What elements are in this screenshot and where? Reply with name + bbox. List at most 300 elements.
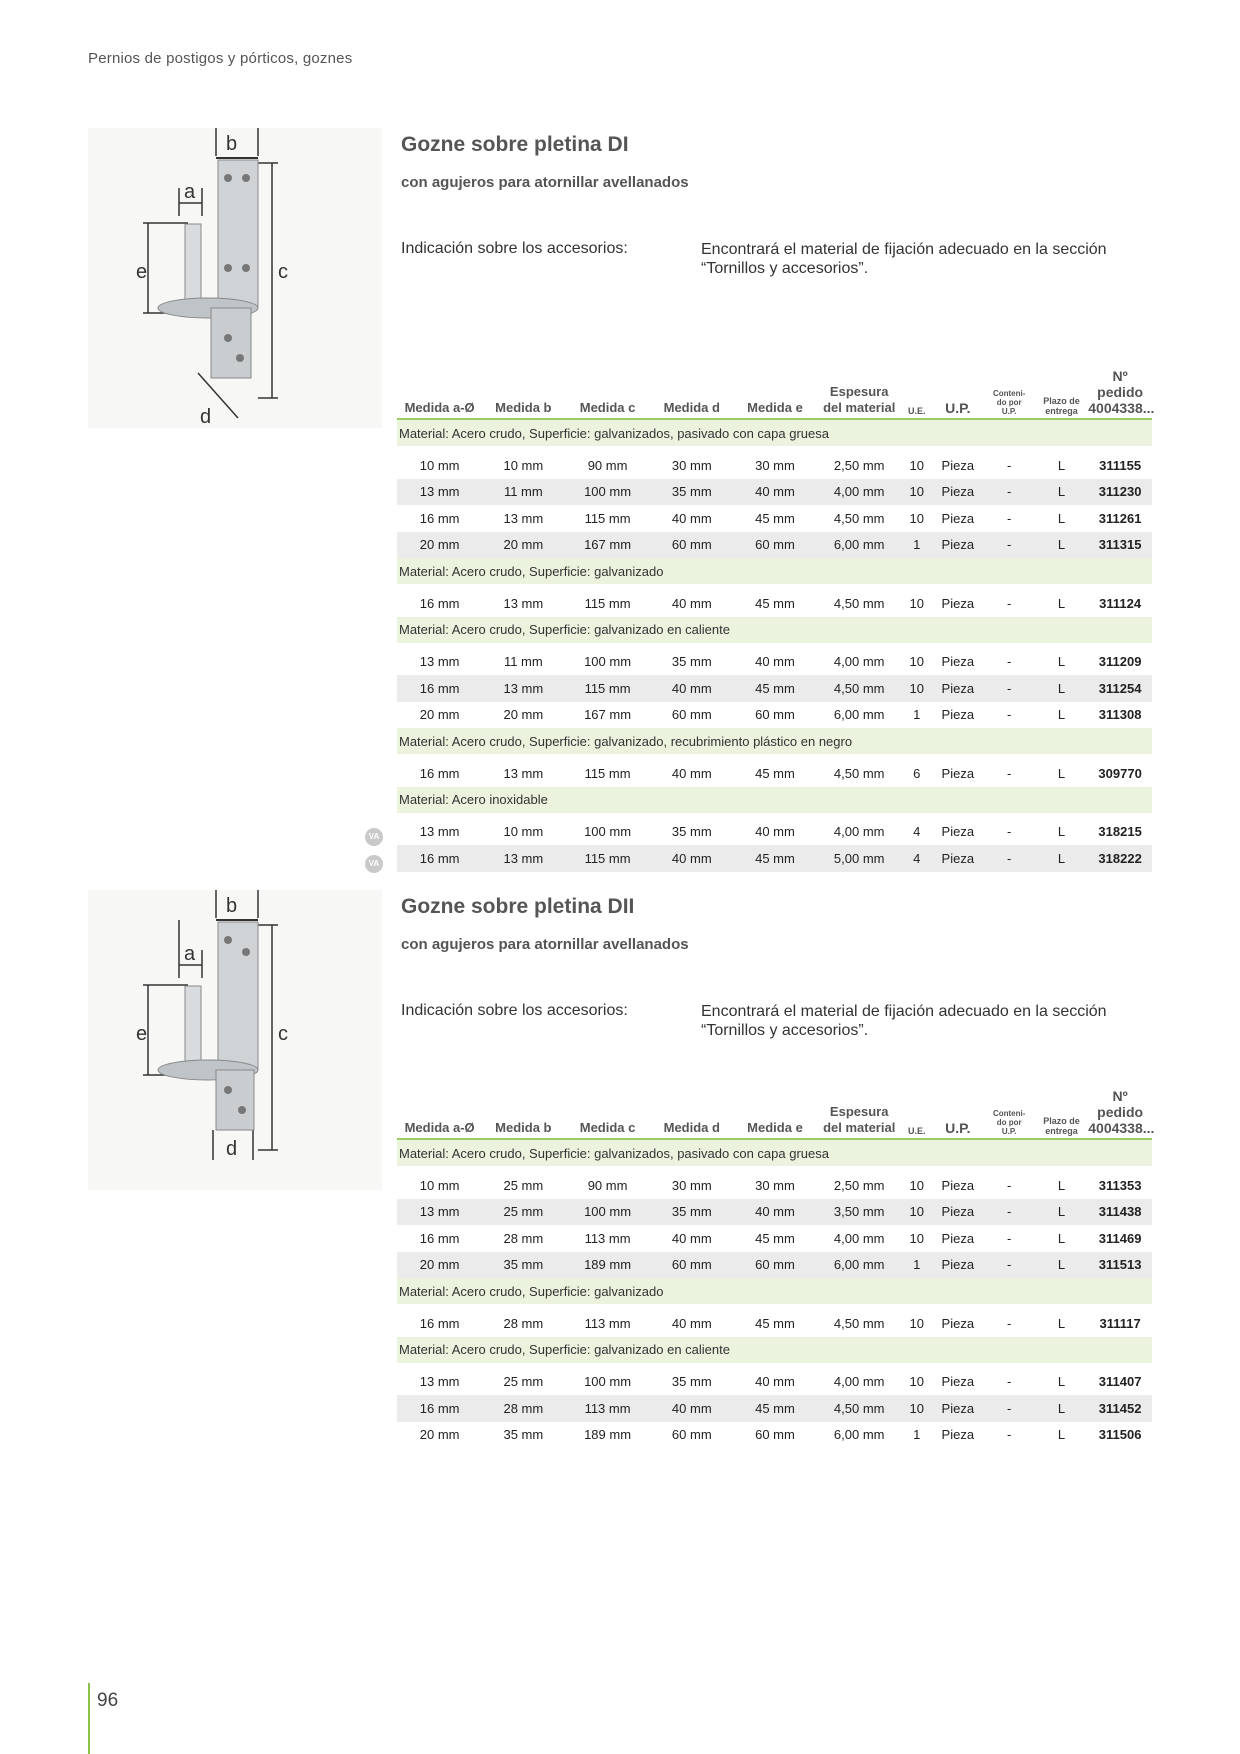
table-cell: Pieza	[932, 479, 983, 506]
col-delivery-line2: entrega	[1045, 406, 1078, 416]
table-cell: 60 mm	[755, 707, 795, 723]
table-cell: 100 mm	[584, 654, 632, 670]
table-cell: Pieza	[932, 675, 983, 702]
product-title: Gozne sobre pletina DII	[401, 895, 635, 918]
table-row	[397, 760, 1152, 787]
table-cell: 113 mm	[584, 1315, 631, 1331]
col-thickness-line2: del material	[823, 400, 896, 415]
table-cell: 45 mm	[733, 1395, 817, 1422]
table-cell: -	[983, 675, 1034, 702]
label-a: a	[184, 181, 196, 203]
table-cell: 1	[913, 1427, 921, 1443]
table-cell: 10	[909, 654, 924, 670]
table-cell: 16 mm	[419, 510, 460, 526]
table-cell: 10	[901, 675, 932, 702]
table-cell: -	[1006, 1177, 1012, 1193]
col-content-line1: Conteni-	[992, 1109, 1026, 1118]
table-cell: 13 mm	[482, 675, 564, 702]
table-cell: 45 mm	[755, 510, 795, 526]
table-cell: L	[1035, 1199, 1088, 1226]
table-cell: L	[1057, 1177, 1066, 1193]
table-cell: Pieza	[932, 845, 983, 872]
col-b: Medida b	[482, 1088, 564, 1139]
col-order	[1088, 368, 1155, 419]
col-e: Medida e	[733, 368, 817, 419]
table-cell: -	[1006, 1315, 1012, 1331]
col-e: Medida e	[733, 1088, 817, 1139]
table-header	[397, 1088, 1152, 1139]
table-cell: Pieza	[932, 532, 983, 559]
table-cell: 40 mm	[755, 824, 795, 840]
label-c: c	[278, 261, 288, 283]
table-cell: 35 mm	[482, 1252, 564, 1279]
table-cell: L	[1057, 765, 1066, 781]
col-ue: U.E.	[901, 1088, 932, 1139]
col-b: Medida b	[482, 368, 564, 419]
table-cell: 16 mm	[419, 765, 460, 781]
table-cell: 25 mm	[503, 1177, 544, 1193]
table-cell: 30 mm	[671, 1177, 712, 1193]
col-thickness-line1: Espesura	[829, 384, 889, 399]
table-row	[397, 452, 1152, 479]
table-cell: Pieza	[932, 1199, 983, 1226]
table-cell: 16 mm	[419, 595, 460, 611]
table-cell: 10	[909, 457, 924, 473]
col-content-line3: U.P.	[1001, 1127, 1017, 1136]
col-content-line3: U.P.	[1001, 407, 1017, 416]
table-cell: 90 mm	[587, 1177, 628, 1193]
table-cell: 10	[909, 595, 924, 611]
table-cell: 10 mm	[503, 824, 544, 840]
material-label: Material: Acero inoxidable	[397, 787, 1152, 813]
col-content-line1: Conteni-	[992, 389, 1026, 398]
table-cell: VA 13 mm	[397, 819, 482, 846]
table-cell: -	[1006, 765, 1012, 781]
col-c: Medida c	[564, 1088, 650, 1139]
table-cell: 60 mm	[733, 1252, 817, 1279]
col-order-line2: 4004338...	[1088, 400, 1155, 416]
material-row	[397, 617, 1152, 643]
table-cell: Pieza	[941, 510, 975, 526]
table-cell: 6	[913, 765, 921, 781]
label-d: d	[200, 406, 212, 428]
table-cell: Pieza	[941, 654, 975, 670]
table-cell: 10	[901, 479, 932, 506]
table-cell: 167 mm	[584, 707, 632, 723]
hinge-illustration	[88, 890, 382, 1190]
table-cell: -	[1006, 654, 1012, 670]
table-cell: 4,00 mm	[833, 824, 885, 840]
table-cell: 30 mm	[755, 457, 795, 473]
table-cell: 113 mm	[564, 1395, 650, 1422]
table-cell: -	[983, 1395, 1034, 1422]
col-delivery-line1: Plazo de	[1043, 1116, 1080, 1126]
table-cell: 16 mm	[419, 1315, 460, 1331]
col-up: U.P.	[932, 1088, 983, 1139]
table-cell: 10	[909, 1374, 924, 1390]
table-cell: 40 mm	[651, 675, 733, 702]
table-cell: 13 mm	[397, 479, 482, 506]
table-header	[397, 368, 1152, 419]
table-cell: -	[1006, 1427, 1012, 1443]
table-row	[397, 1422, 1152, 1449]
material-row	[397, 1139, 1152, 1166]
table-cell: L	[1057, 824, 1066, 840]
table-cell: Pieza	[932, 1395, 983, 1422]
table-cell: 4	[913, 824, 921, 840]
table-row	[397, 845, 1152, 872]
table-cell: 6,00 mm	[833, 707, 885, 723]
table-cell: 4,50 mm	[833, 510, 885, 526]
table-cell: 20 mm	[503, 707, 544, 723]
table-cell: 4,00 mm	[833, 654, 885, 670]
table-cell: 167 mm	[564, 532, 650, 559]
material-label: Material: Acero crudo, Superficie: galvanizado en caliente	[397, 617, 1152, 643]
table-cell: 11 mm	[482, 479, 564, 506]
stainless-badge-icon: VA	[365, 855, 383, 873]
table-cell: 60 mm	[651, 1252, 733, 1279]
table-row	[397, 1395, 1152, 1422]
label-d: d	[226, 1138, 238, 1160]
table-cell: Pieza	[941, 1427, 975, 1443]
table-cell: -	[983, 532, 1034, 559]
table-row	[397, 675, 1152, 702]
table-cell: 115 mm	[564, 845, 650, 872]
table-cell: Pieza	[941, 1374, 975, 1390]
label-c: c	[278, 1023, 288, 1045]
table-cell: VA 16 mm	[397, 845, 482, 872]
table-cell: 3,50 mm	[817, 1199, 901, 1226]
table-cell: 20 mm	[419, 707, 460, 723]
table-cell: 13 mm	[419, 1374, 460, 1390]
table-cell: 10 mm	[419, 457, 460, 473]
table-cell: L	[1057, 1427, 1066, 1443]
col-d: Medida d	[651, 1088, 733, 1139]
table-cell: -	[1006, 510, 1012, 526]
table-cell: 113 mm	[584, 1230, 631, 1246]
col-content	[983, 368, 1034, 419]
table-cell: 13 mm	[503, 595, 544, 611]
table-cell: 189 mm	[564, 1252, 650, 1279]
col-delivery-line1: Plazo de	[1043, 396, 1080, 406]
material-row	[397, 787, 1152, 813]
table-cell: 40 mm	[671, 1315, 712, 1331]
table-row	[397, 819, 1152, 846]
material-row	[397, 558, 1152, 584]
table-cell: 2,50 mm	[833, 1177, 885, 1193]
table-cell: Pieza	[941, 1230, 975, 1246]
table-cell: 45 mm	[755, 765, 795, 781]
stainless-badge-icon: VA	[365, 828, 383, 846]
order-number-cell: 311155	[1099, 457, 1142, 473]
table-cell: 45 mm	[733, 675, 817, 702]
table-cell: 40 mm	[733, 479, 817, 506]
material-label: Material: Acero crudo, Superficie: galvanizado	[397, 1278, 1152, 1304]
table-cell: 115 mm	[584, 765, 631, 781]
table-cell: Pieza	[932, 1252, 983, 1279]
table-cell: L	[1035, 1395, 1088, 1422]
table-cell: 90 mm	[587, 457, 628, 473]
col-content-line2: do por	[996, 398, 1022, 407]
table-cell: 25 mm	[482, 1199, 564, 1226]
order-number-cell: 318215	[1098, 824, 1142, 840]
order-number-cell: 309770	[1098, 765, 1142, 781]
table-cell: L	[1057, 510, 1066, 526]
table-cell: 40 mm	[755, 1374, 795, 1390]
table-cell: 5,00 mm	[817, 845, 901, 872]
col-thickness	[817, 1088, 901, 1139]
table-row	[397, 1199, 1152, 1226]
table-cell: 45 mm	[755, 595, 795, 611]
material-label: Material: Acero crudo, Superficie: galvanizados, pasivado con capa gruesa	[397, 419, 1152, 446]
table-row	[397, 590, 1152, 617]
table-cell: Pieza	[941, 824, 975, 840]
table-cell: 100 mm	[584, 824, 632, 840]
order-number-cell: 311254	[1088, 675, 1152, 702]
col-order-line1: Nº pedido	[1097, 1088, 1144, 1120]
table-cell: 13 mm	[503, 765, 544, 781]
table-cell: Pieza	[941, 707, 975, 723]
col-order-line2: 4004338...	[1088, 1120, 1155, 1136]
order-number-cell: 311513	[1088, 1252, 1152, 1279]
table-row	[397, 1369, 1152, 1396]
table-cell: Pieza	[941, 1177, 975, 1193]
product-title: Gozne sobre pletina DI	[401, 133, 629, 156]
table-cell: 30 mm	[671, 457, 712, 473]
table-cell: 60 mm	[671, 1427, 712, 1443]
order-number-cell: 311230	[1088, 479, 1152, 506]
running-head: Pernios de postigos y pórticos, goznes	[88, 50, 353, 67]
accessories-note-text: Encontrará el material de fijación adecuado en la sección “Tornillos y accesorios”.	[701, 1003, 1107, 1039]
table-cell: 13 mm	[419, 654, 460, 670]
table-cell: 6,00 mm	[817, 1252, 901, 1279]
order-number-cell: 311452	[1088, 1395, 1152, 1422]
col-order	[1088, 1088, 1155, 1139]
order-number-cell: 311407	[1098, 1374, 1142, 1390]
table-cell: 45 mm	[755, 1230, 795, 1246]
table-cell: 35 mm	[671, 1374, 712, 1390]
product-subtitle: con agujeros para atornillar avellanados	[401, 174, 689, 191]
table-cell: 115 mm	[564, 675, 650, 702]
label-e: e	[136, 1023, 148, 1045]
table-cell: 4,00 mm	[833, 1230, 885, 1246]
table-cell: -	[1006, 457, 1012, 473]
table-cell: 13 mm	[503, 510, 544, 526]
table-row	[397, 1310, 1152, 1337]
table-cell: 60 mm	[651, 532, 733, 559]
table-cell: 6,00 mm	[817, 532, 901, 559]
table-cell: L	[1057, 654, 1066, 670]
table-cell: 10	[909, 1315, 924, 1331]
table-cell: 40 mm	[671, 595, 712, 611]
page-number-bar	[88, 1683, 90, 1754]
col-thickness	[817, 368, 901, 419]
table-cell: 4,00 mm	[833, 1374, 885, 1390]
material-label: Material: Acero crudo, Superficie: galvanizado en caliente	[397, 1337, 1152, 1363]
col-thickness-line1: Espesura	[829, 1104, 889, 1119]
order-number-cell: 311353	[1098, 1177, 1142, 1193]
table-row	[397, 1252, 1152, 1279]
table-cell: 13 mm	[482, 845, 564, 872]
col-c: Medida c	[564, 368, 650, 419]
table-cell: 40 mm	[651, 1395, 733, 1422]
material-row	[397, 728, 1152, 754]
table-cell: L	[1035, 1252, 1088, 1279]
table-cell: 11 mm	[503, 654, 543, 670]
table-cell: 35 mm	[503, 1427, 544, 1443]
col-delivery	[1035, 368, 1088, 419]
table-cell: 16 mm	[419, 1230, 460, 1246]
accessories-note-label: Indicación sobre los accesorios:	[401, 240, 628, 257]
table-row	[397, 702, 1152, 729]
table-row	[397, 479, 1152, 506]
hinge-illustration	[88, 128, 382, 428]
table-cell: 100 mm	[564, 479, 650, 506]
table-cell: L	[1057, 595, 1066, 611]
table-cell: 40 mm	[671, 510, 712, 526]
material-row	[397, 1278, 1152, 1304]
label-a: a	[184, 943, 196, 965]
material-row	[397, 419, 1152, 446]
product-table	[397, 1088, 1155, 1448]
col-content-line2: do por	[996, 1118, 1022, 1127]
accessories-note-text: Encontrará el material de fijación adecuado en la sección “Tornillos y accesorios”.	[701, 241, 1107, 277]
table-cell: 1	[901, 1252, 932, 1279]
table-cell: 115 mm	[584, 595, 631, 611]
table-cell: 13 mm	[397, 1199, 482, 1226]
col-delivery	[1035, 1088, 1088, 1139]
col-order-line1: Nº pedido	[1097, 368, 1144, 400]
table-cell: 60 mm	[755, 1427, 795, 1443]
order-number-cell: 311209	[1098, 654, 1142, 670]
table-cell: 28 mm	[482, 1395, 564, 1422]
accessories-note-label: Indicación sobre los accesorios:	[401, 1002, 628, 1019]
table-cell: 35 mm	[671, 824, 712, 840]
table-cell: 40 mm	[651, 845, 733, 872]
table-cell: -	[1006, 1374, 1012, 1390]
table-cell: 20 mm	[397, 532, 482, 559]
table-cell: 35 mm	[671, 654, 712, 670]
col-content	[983, 1088, 1034, 1139]
order-number-cell: 311261	[1098, 510, 1142, 526]
table-row	[397, 1225, 1152, 1252]
table-cell: -	[983, 479, 1034, 506]
table-cell: 16 mm	[397, 675, 482, 702]
table-cell: 10	[901, 1199, 932, 1226]
table-cell: 35 mm	[651, 1199, 733, 1226]
table-cell: 6,00 mm	[833, 1427, 885, 1443]
table-cell: 2,50 mm	[833, 457, 885, 473]
table-row	[397, 532, 1152, 559]
table-cell: 60 mm	[671, 707, 712, 723]
table-cell: 28 mm	[503, 1230, 544, 1246]
material-label: Material: Acero crudo, Superficie: galvanizado, recubrimiento plástico en negro	[397, 728, 1152, 754]
order-number-cell: 311438	[1088, 1199, 1152, 1226]
table-cell: 4,50 mm	[817, 675, 901, 702]
order-number-cell: 311469	[1098, 1230, 1142, 1246]
table-cell: Pieza	[941, 457, 975, 473]
label-e: e	[136, 261, 148, 283]
table-cell: 10	[909, 1177, 924, 1193]
table-cell: 45 mm	[733, 845, 817, 872]
table-cell: L	[1057, 457, 1066, 473]
table-cell: 45 mm	[755, 1315, 795, 1331]
table-cell: 100 mm	[584, 1374, 632, 1390]
material-label: Material: Acero crudo, Superficie: galvanizados, pasivado con capa gruesa	[397, 1139, 1152, 1166]
order-number-cell: 311315	[1088, 532, 1152, 559]
table-cell: 35 mm	[651, 479, 733, 506]
table-cell: 40 mm	[671, 1230, 712, 1246]
table-row	[397, 1172, 1152, 1199]
col-delivery-line2: entrega	[1045, 1126, 1078, 1136]
table-cell: 1	[913, 707, 921, 723]
table-cell: 30 mm	[755, 1177, 795, 1193]
table-cell: 4,50 mm	[833, 595, 885, 611]
table-cell: L	[1035, 675, 1088, 702]
table-row	[397, 505, 1152, 532]
table-cell: L	[1057, 1230, 1066, 1246]
order-number-cell: 311117	[1099, 1315, 1141, 1331]
table-cell: 10	[901, 1395, 932, 1422]
page-number: 96	[97, 1690, 119, 1711]
table-cell: 4,50 mm	[833, 765, 885, 781]
hinge-drawing	[88, 128, 382, 428]
table-cell: 189 mm	[584, 1427, 632, 1443]
table-cell: 40 mm	[671, 765, 712, 781]
table-cell: 28 mm	[503, 1315, 544, 1331]
table-cell: 10	[909, 510, 924, 526]
table-cell: 60 mm	[733, 532, 817, 559]
table-cell: -	[983, 845, 1034, 872]
table-cell: 25 mm	[503, 1374, 544, 1390]
table-body	[397, 1139, 1152, 1448]
material-label: Material: Acero crudo, Superficie: galvanizado	[397, 558, 1152, 584]
table-cell: 10	[909, 1230, 924, 1246]
table-cell: 4	[901, 845, 932, 872]
table-cell: 10 mm	[503, 457, 544, 473]
table-cell: 20 mm	[397, 1252, 482, 1279]
table-cell: Pieza	[941, 595, 975, 611]
col-a: Medida a-Ø	[397, 368, 482, 419]
label-b: b	[226, 895, 238, 917]
table-cell: 100 mm	[564, 1199, 650, 1226]
table-cell: 4,00 mm	[817, 479, 901, 506]
table-cell: L	[1057, 1374, 1066, 1390]
table-cell: 20 mm	[419, 1427, 460, 1443]
table-cell: L	[1035, 532, 1088, 559]
col-up: U.P.	[932, 368, 983, 419]
table-cell: L	[1035, 845, 1088, 872]
label-b: b	[226, 133, 238, 155]
table-cell: 4,50 mm	[833, 1315, 885, 1331]
table-cell: Pieza	[941, 765, 975, 781]
table-cell: 1	[901, 532, 932, 559]
table-cell: Pieza	[941, 1315, 975, 1331]
table-cell: 10 mm	[419, 1177, 460, 1193]
col-ue: U.E.	[901, 368, 932, 419]
table-cell: -	[983, 1199, 1034, 1226]
table-cell: 40 mm	[733, 1199, 817, 1226]
table-cell: 40 mm	[755, 654, 795, 670]
table-row	[397, 649, 1152, 676]
table-cell: L	[1035, 479, 1088, 506]
table-cell: -	[983, 1252, 1034, 1279]
table-cell: 20 mm	[482, 532, 564, 559]
product-subtitle: con agujeros para atornillar avellanados	[401, 936, 689, 953]
table-cell: -	[1006, 707, 1012, 723]
table-cell: -	[1006, 1230, 1012, 1246]
table-body	[368, 419, 1152, 872]
